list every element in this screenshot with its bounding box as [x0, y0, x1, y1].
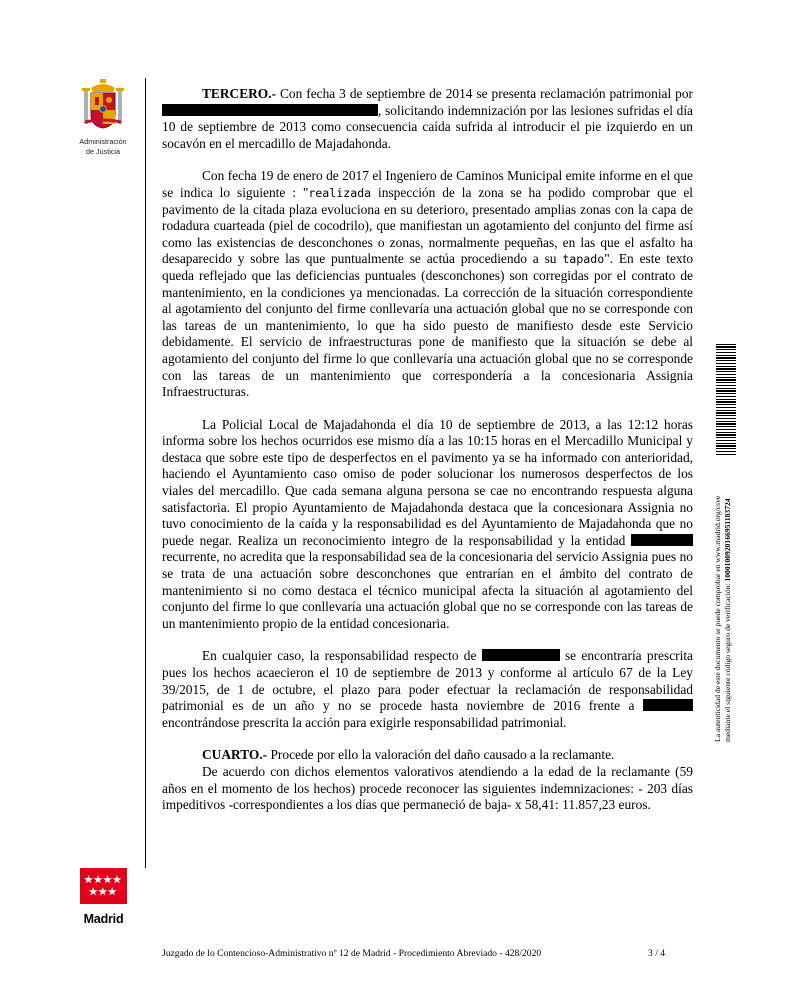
paragraph-informe-ingeniero: Con fecha 19 de enero de 2017 el Ingeniero de Caminos Municipal emite informe en el que se indica lo siguiente : "realizada inspección de la zona se ha podido comprobar que el pavimento de la citada plaza evoluciona en su deterioro, presentado amplias zonas con la capa de rodadura cuarteada (piel de cocodrilo), que manifiestan un agotamiento del conjunto del firme así como las existencias de desconchones o zonas, normalmente pequeñas, en las que el asfalto ha desaparecido y sobre las que puntualmente se actúa procediendo a su tapado". En este texto queda reflejado que las deficiencias puntuales (desconchones) son corregidas por el contrato de mantenimiento, en la condiciones ya mencionadas. La corrección de la situación correspondiente al agotamiento del conjunto del firme conllevaría una actuación global que no se corresponde con las tareas de un mantenimiento, lo que ha sido puesto de manifiesto desde este Servicio debidamente. El servicio de infraestructuras pone de manifiesto que la situación se debe al agotamiento del conjunto del firme lo que conllevaría una actuación global que no se corresponde con las tareas de un mantenimiento que correspondería a la concesionaria Assignia Infraestructuras. [162, 168, 694, 400]
document-body [162, 86, 693, 814]
madrid-flag-icon [80, 868, 127, 904]
section-heading-cuarto: CUARTO.- [202, 747, 268, 763]
madrid-logo [80, 868, 127, 926]
verification-text: La autenticidad de este documento se puede comprobar en www.madrid.org/csve mediante el siguiente código seguro de verificación: 1000100920166951183724 [713, 495, 732, 742]
redaction [162, 104, 378, 116]
section-heading-tercero: TERCERO.- [202, 86, 277, 101]
logo-caption-line2: de Justicia [86, 147, 120, 156]
verification-stamp [713, 344, 738, 742]
redaction [643, 699, 693, 711]
paragraph-policia-local: La Policial Local de Majadahonda el día 10 de septiembre de 2013, a las 12:12 horas informa sobre los hechos ocurridos ese mismo día a las 10:15 horas en el Mercadillo Municipal y destaca que sobre este tipo de desperfectos en el pavimento ya se ha informado con anterioridad, haciendo el Ayuntamiento caso omiso de poder solucionar los numerosos desperfectos de los viales del mercadillo. Que cada semana alguna persona se cae no encontrando respuesta alguna satisfactoria. El propio Ayuntamiento de Majadahonda destaca que la concesionara Assignia no tuvo conocimiento de la caída y la responsabilidad es del Ayuntamiento de Majadahonda que no puede negar. Realiza un reconocimiento integro de la responsabilidad y la entidad recurrente, no acredita que la responsabilidad sea de la concesionaria del servicio Assignia pues no se trata de una actuación sobre desconchones que entrarían en el ámbito del contrato de mantenimiento si no como destaca el técnico municipal afecta la situación al agotamiento del conjunto del firme lo que conllevaría una actuación global que no se corresponde con las tareas de un mantenimiento propio de la entidad concesionaria. [162, 416, 693, 631]
verification-code: 1000100920166951183724 [722, 498, 732, 582]
page-footer [162, 948, 682, 959]
redaction [482, 649, 560, 661]
paragraph-indemnizaciones: De acuerdo con dichos elementos valorativos atendiendo a la edad de la reclamante (59 años en el momento de los hechos) procede reconocer las siguientes indemnizaciones: - 203 días impeditivos -correspondientes a los días que permaneció de baja- x 58,41: 11.857,23 euros. [162, 763, 693, 813]
margin-rule [145, 78, 146, 868]
page-number: 3 / 4 [648, 948, 666, 959]
paragraph-cuarto: CUARTO.- Procede por ello la valoración del daño causado a la reclamante. [202, 747, 615, 763]
madrid-logo-name: Madrid [83, 912, 124, 926]
logo-caption-line1: Administración [79, 137, 127, 146]
paragraph-prescripcion: En cualquier caso, la responsabilidad respecto de se encontraría prescrita pues los hechos acaecieron el 10 de septiembre de 2013 y conforme al artículo 67 de la Ley 39/2015, de 1 de octubre, el plazo para poder efectuar la reclamación de responsabilidad patrimonial es de un año y no se procede hasta noviembre de 2016 frente a encontrándose prescrita la acción para exigirle responsabilidad patrimonial. [162, 648, 693, 730]
barcode-icon [716, 344, 736, 456]
coat-of-arms-icon [81, 78, 125, 136]
redaction [631, 534, 693, 546]
paragraph-tercero: TERCERO.- Con fecha 3 de septiembre de 2014 se presenta reclamación patrimonial por , solicitando indemnización por las lesiones sufridas el día 10 de septiembre de 2013 como consecuencia caída sufrida al introducir el pie izquierdo en un socavón en el mercadillo de Majadahonda. [162, 86, 693, 151]
justicia-logo [72, 78, 134, 156]
footer-court-text: Juzgado de lo Contencioso-Administrativo nº 12 de Madrid - Procedimiento Abreviado - 428/2020 [162, 948, 542, 959]
